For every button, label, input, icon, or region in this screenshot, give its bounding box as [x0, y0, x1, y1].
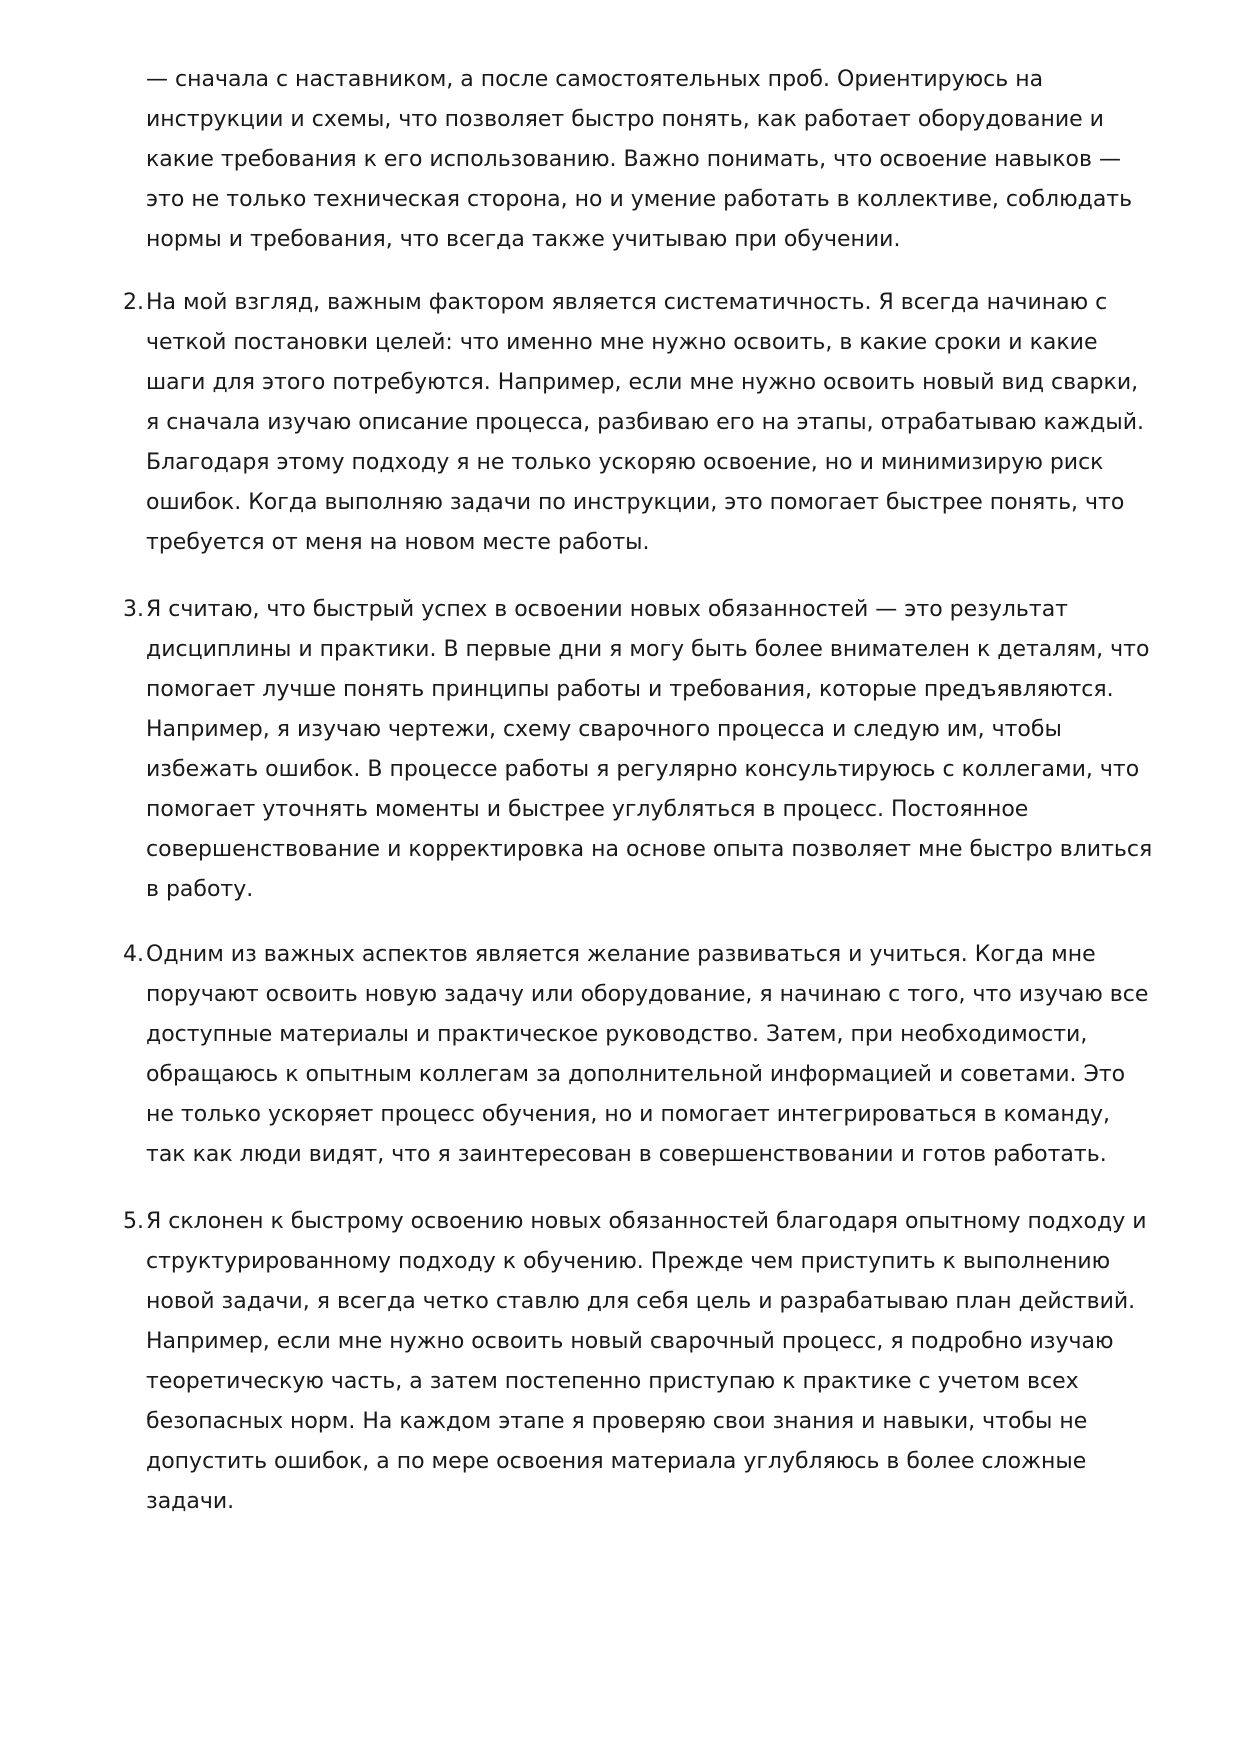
- list-item-text: Одним из важных аспектов является желание развиваться и учиться. Когда мне поручают освоить новую задачу или оборудование, я начинаю с того, что изучаю все доступные материалы и практическое руководство. Затем, при необходимости, обращаюсь к опытным коллегам за дополнительной информацией и советами. Это не только ускоряет процесс обучения, но и помогает интегрироваться в команду, так как люди видят, что я заинтересован в совершенствовании и готов работать.: [146, 942, 1149, 1167]
- list-item-number: 3.: [123, 597, 144, 622]
- list-item-text: Я считаю, что быстрый успех в освоении новых обязанностей — это результат дисциплины и практики. В первые дни я могу быть более внимателен к деталям, что помогает лучше понять принципы работы и требования, которые предъявляются. Например, я изучаю чертежи, схему сварочного процесса и следую им, чтобы избежать ошибок. В процессе работы я регулярно консультируюсь с коллегами, что помогает уточнять моменты и быстрее углубляться в процесс. Постоянное совершенствование и корректировка на основе опыта позволяет мне быстро влиться в работу.: [146, 597, 1153, 902]
- list-item-text: На мой взгляд, важным фактором является систематичность. Я всегда начинаю с четкой постановки целей: что именно мне нужно освоить, в какие сроки и какие шаги для этого потребуются. Например, если мне нужно освоить новый вид сварки, я сначала изучаю описание процесса, разбиваю его на этапы, отрабатываю каждый. Благодаря этому подходу я не только ускоряю освоение, но и минимизирую риск ошибок. Когда выполняю задачи по инструкции, это помогает быстрее понять, что требуется от меня на новом месте работы.: [146, 290, 1144, 555]
- list-item-text: Я склонен к быстрому освоению новых обязанностей благодаря опытному подходу и структурированному подходу к обучению. Прежде чем приступить к выполнению новой задачи, я всегда четко ставлю для себя цель и разрабатываю план действий. Например, если мне нужно освоить новый сварочный процесс, я подробно изучаю теоретическую часть, а затем постепенно приступаю к практике с учетом всех безопасных норм. На каждом этапе я проверяю свои знания и навыки, чтобы не допустить ошибок, а по мере освоения материала углубляюсь в более сложные задачи.: [146, 1209, 1147, 1514]
- list-item-5: [123, 1202, 1156, 1522]
- continuation-paragraph: — сначала с наставником, а после самостоятельных проб. Ориентируюсь на инструкции и схемы, что позволяет быстро понять, как работает оборудование и какие требования к его использованию. Важно понимать, что освоение навыков — это не только техническая сторона, но и умение работать в коллективе, соблюдать нормы и требования, что всегда также учитываю при обучении.: [146, 67, 1133, 252]
- list-item-4: [123, 935, 1156, 1175]
- list-item-number: 5.: [123, 1209, 144, 1234]
- list-item-number: 2.: [123, 290, 144, 315]
- list-item-2: [123, 283, 1156, 563]
- list-item-number: 4.: [123, 942, 144, 967]
- list-item-3: [123, 590, 1156, 910]
